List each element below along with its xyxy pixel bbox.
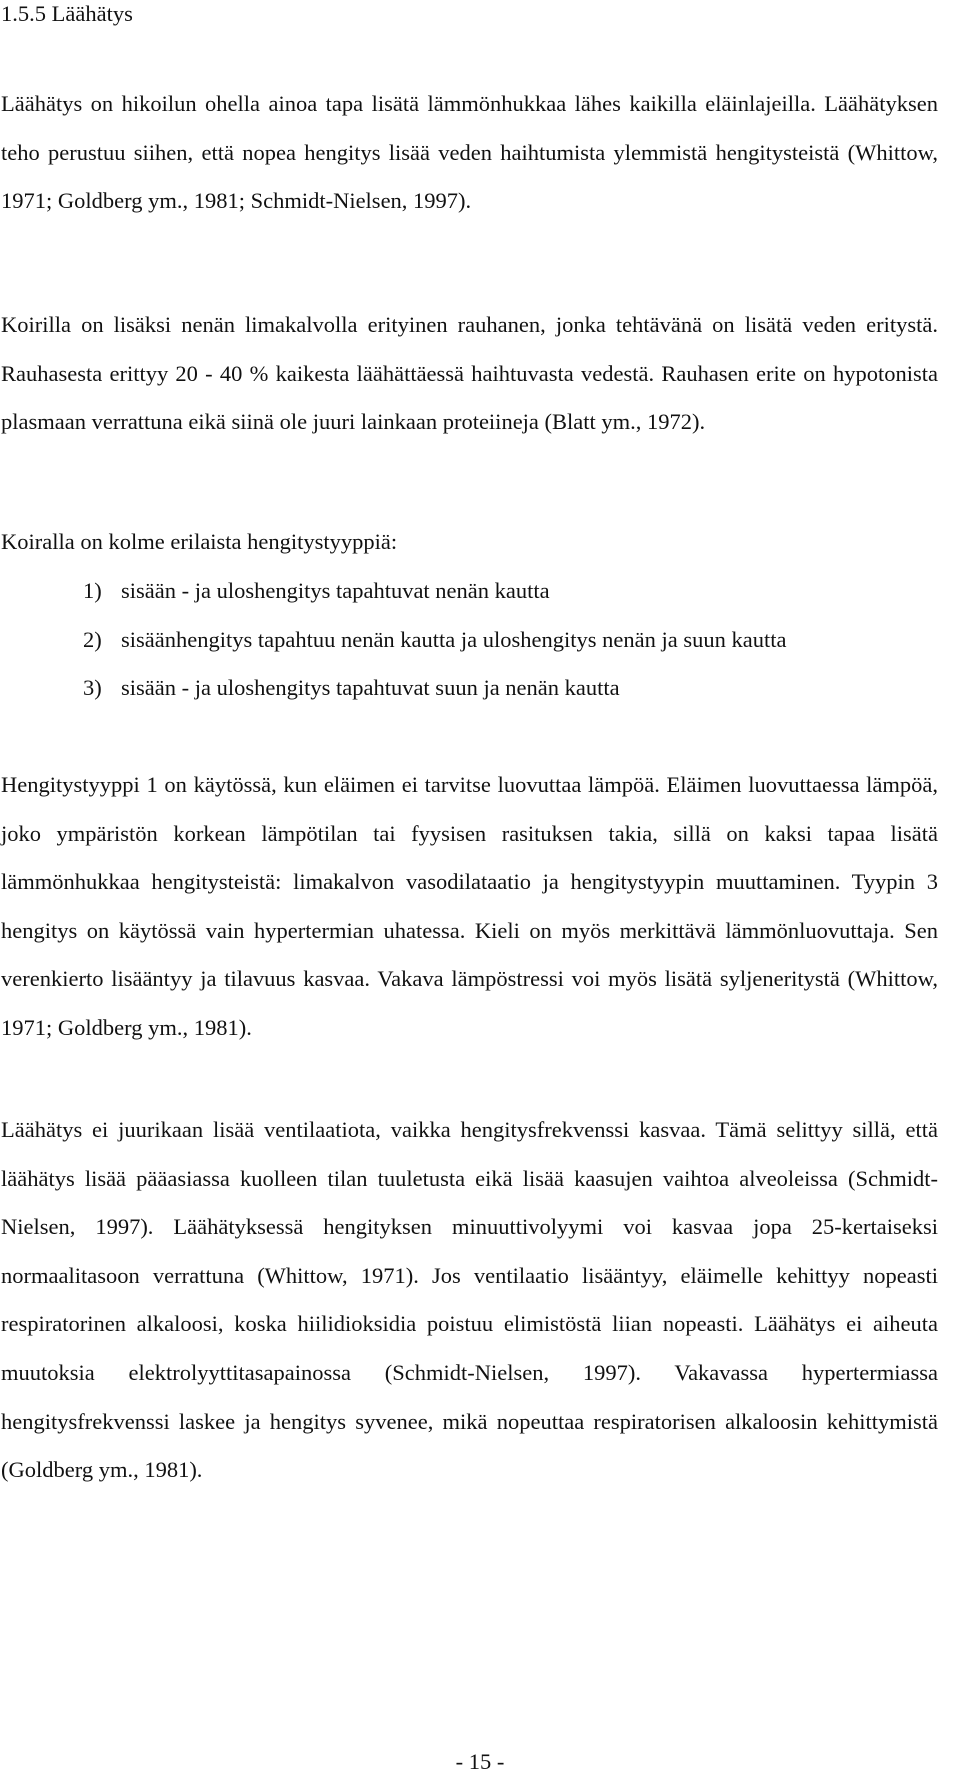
list-item-number: 3)	[83, 675, 102, 701]
list-item-text: sisäänhengitys tapahtuu nenän kautta ja uloshengitys nenän ja suun kautta	[121, 626, 787, 652]
list-item-text: sisään - ja uloshengitys tapahtuvat nenän kautta	[121, 578, 550, 603]
list-item-number: 2)	[83, 626, 102, 652]
list-item	[83, 567, 937, 616]
paragraph-breathing-types-intro: Koiralla on kolme erilaista hengitystyyppiä:	[1, 529, 398, 554]
list-item-number: 1)	[83, 578, 102, 603]
list-item	[83, 616, 937, 665]
paragraph-breathing-types-detail: Hengitystyyppi 1 on käytössä, kun eläimen ei tarvitse luovuttaa lämpöä. Eläimen luovuttaessa lämpöä, joko ympäristön korkean lämpötilan tai fyysisen rasituksen takia, sillä on kaksi tapaa lisätä lämmönhukkaa hengitysteistä: limakalvon vasodilataatio ja hengitystyypin muuttaminen. Tyypin 3 hengitys on käytössä vain hypertermian uhatessa. Kieli on myös merkittävä lämmönluovuttaja. Sen verenkierto lisääntyy ja tilavuus kasvaa. Vakava lämpöstressi voi myös lisätä syljeneritystä (Whittow, 1971; Goldberg ym., 1981).	[1, 772, 938, 1040]
breathing-types-list	[83, 567, 937, 713]
page-number: - 15 -	[455, 1749, 505, 1774]
list-item-text: sisään - ja uloshengitys tapahtuvat suun ja nenän kautta	[121, 675, 620, 701]
section-heading: 1.5.5 Läähätys	[1, 1, 133, 26]
paragraph-nasal-gland: Koirilla on lisäksi nenän limakalvolla erityinen rauhanen, jonka tehtävänä on lisätä veden eritystä. Rauhasesta erittyy 20 - 40 % kaikesta läähättäessä haihtuvasta vedestä. Rauhasen erite on hypotonista plasmaan verrattuna eikä siinä ole juuri lainkaan proteiineja (Blatt ym., 1972).	[1, 312, 938, 435]
paragraph-panting-intro: Läähätys on hikoilun ohella ainoa tapa lisätä lämmönhukkaa lähes kaikilla eläinlajeilla. Läähätyksen teho perustuu siihen, että nopea hengitys lisää veden haihtumista ylemmistä hengitysteistä (Whittow, 1971; Goldberg ym., 1981; Schmidt-Nielsen, 1997).	[1, 91, 938, 214]
paragraph-ventilation: Läähätys ei juurikaan lisää ventilaatiota, vaikka hengitysfrekvenssi kasvaa. Tämä selittyy sillä, että läähätys lisää pääasiassa kuolleen tilan tuuletusta eikä lisää kaasujen vaihtoa alveoleissa (Schmidt-Nielsen, 1997). Läähätyksessä hengityksen minuuttivolyymi voi kasvaa jopa 25-kertaiseksi normaalitasoon verrattuna (Whittow, 1971). Jos ventilaatio lisääntyy, eläimelle kehittyy nopeasti respiratorinen alkaloosi, koska hiilidioksidia poistuu elimistöstä liian nopeasti. Läähätys ei aiheuta muutoksia elektrolyyttitasapainossa (Schmidt-Nielsen, 1997). Vakavassa hypertermiassa hengitysfrekvenssi laskee ja hengitys syvenee, mikä nopeuttaa respiratorisen alkaloosin kehittymistä (Goldberg ym., 1981).	[1, 1117, 938, 1483]
list-item	[83, 664, 937, 713]
